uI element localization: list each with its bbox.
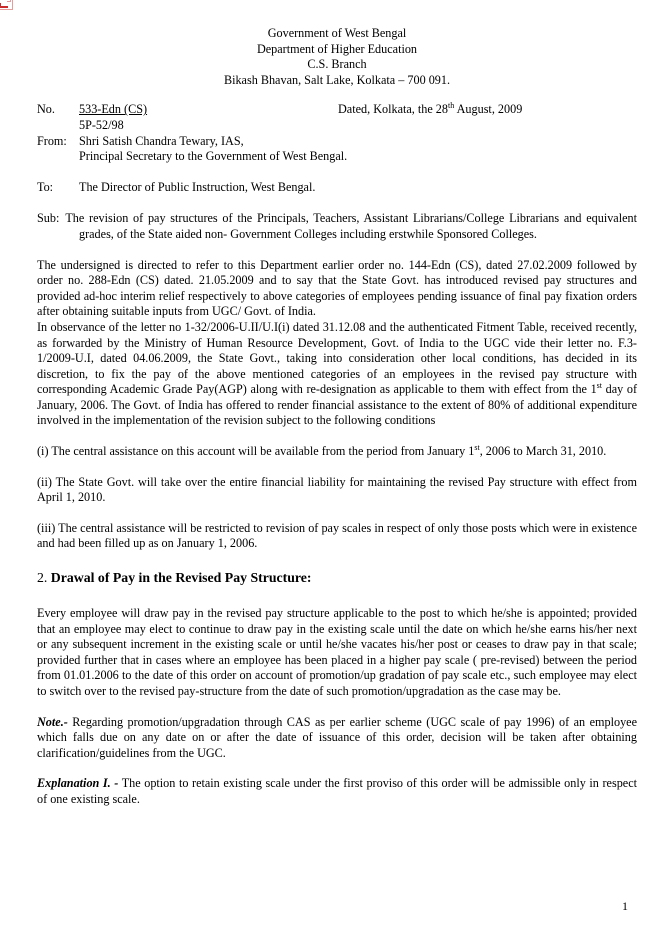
- note-text: Regarding promotion/upgradation through CAS as per earlier scheme (UGC scale of pay 1996) of an employee which falls due on any date on or after the date of issuance of this order, decision will be taken after obtaining clarification/guidelines from the UGC.: [37, 714, 637, 760]
- dated-text-tail: August, 2009: [454, 102, 523, 117]
- to-value: The Director of Public Instruction, West Bengal.: [79, 179, 316, 194]
- subject-text: The revision of pay structures of the Principals, Teachers, Assistant Librarians/College Librarians and equivalent grades, of the State aided non- Government Colleges including erstwhile Sponsored Colleges.: [65, 211, 637, 241]
- page-number: 1: [622, 899, 628, 913]
- to-row: [37, 180, 637, 196]
- condition-ii: (ii) The State Govt. will take over the entire financial liability for maintaining the revised Pay structure with effect from April 1, 2010.: [37, 474, 637, 505]
- broken-image-fold: [7, 0, 11, 2]
- paragraph-observance-tail: day of January, 2006. The Govt. of India has offered to render financial assistance to the extent of 80% of additional expenditure involved in the implementation of the revision subject to the following conditions: [37, 382, 638, 428]
- explanation-label: Explanation I. -: [37, 776, 119, 791]
- paragraph-undersigned: The undersigned is directed to refer to this Department earlier order no. 144-Edn (CS), dated 27.02.2009 followed by order no. 288-Edn (CS) dated. 21.05.2009 and to say that the State Govt. has introduced revised pay structures and provided ad-hoc interim relief respectively to above categories of employees pending issuance of final pay fixation orders after obtaining suitable inputs from UGC/ Govt. of India.: [37, 257, 637, 319]
- note-label: Note.-: [37, 714, 68, 729]
- subject-label: Sub:: [37, 211, 60, 226]
- note-paragraph: [37, 715, 637, 762]
- broken-image-mark: [0, 3, 8, 8]
- explanation-paragraph: [37, 776, 637, 807]
- condition-iii: (iii) The central assistance will be restricted to revision of pay scales in respect of only those posts which were in existence and had been filled up as on January 1, 2006.: [37, 520, 637, 551]
- spacer: [37, 195, 637, 211]
- ordinal-suffix-st: st: [596, 381, 603, 391]
- letterhead-government: Government of West Bengal: [267, 26, 407, 40]
- letterhead-department: Department of Higher Education: [256, 41, 418, 56]
- letterhead: [37, 26, 637, 88]
- to-label: To:: [37, 179, 54, 194]
- paragraph-observance-text: In observance of the letter no 1-32/2006-U.II/U.I(i) dated 31.12.08 and the authenticated Fitment Table, received recently, as forwarded by the Ministry of Human Resource Development, Govt. of India to the UGC vide their letter no. F.3-1/2009-U.I, dated 04.06.2009, the State Govt., taking into consideration other local conditions, has decided in its discretion, to fix the pay of the above mentioned categories of an employees in the revised pay structure with corresponding Academic Grade Pay(AGP) along with re-designation as applicable to them with effect from the 1: [37, 319, 637, 397]
- broken-image-icon: [0, 0, 13, 10]
- from-row: [37, 134, 637, 150]
- from-name: Shri Satish Chandra Tewary, IAS,: [79, 133, 244, 148]
- ref-no-label: No.: [37, 102, 55, 117]
- letter-content: [37, 26, 637, 808]
- letterhead-branch: C.S. Branch: [307, 57, 367, 72]
- from-designation: Principal Secretary to the Government of West Bengal.: [79, 149, 348, 164]
- ref-no-value: 533-Edn (CS): [79, 102, 148, 117]
- spacer: [37, 165, 637, 180]
- ref-no2-value: 5P-52/98: [79, 117, 124, 132]
- dated-line: [338, 102, 522, 118]
- section-2-heading: [37, 569, 637, 587]
- condition-i-text: (i) The central assistance on this account will be available from the period from January 1: [37, 444, 475, 459]
- dated-text: Dated, Kolkata, the 28: [338, 102, 448, 117]
- condition-i-tail: , 2006 to March 31, 2010.: [479, 444, 607, 459]
- paragraph-drawal: Every employee will draw pay in the revised pay structure applicable to the post to which he/she is appointed; provided that an employee may elect to continue to draw pay in the existing scale until the date on which he/she earns his/her next or any subsequent increment in the existing scale or until he/she vacates his/her post or ceases to draw pay in that scale; provided further that in cases where an employee has been placed in a higher pay scale ( pre-revised) between the period from 01.01.2006 to the date of this order on account of promotion/up gradation of pay scale etc., such employee may elect to switch over to the revised pay-structure from the date of such promotion/upgradation as the case may be.: [37, 606, 637, 698]
- from-designation-row: [37, 149, 637, 165]
- subject-paragraph: [37, 211, 637, 242]
- paragraph-observance: [37, 320, 637, 429]
- condition-i: [37, 444, 637, 460]
- from-label: From:: [37, 133, 67, 148]
- ref-no2-row: [37, 118, 637, 134]
- section-2-title: Drawal of Pay in the Revised Pay Structure:: [50, 570, 312, 586]
- letterhead-address: Bikash Bhavan, Salt Lake, Kolkata – 700 091.: [223, 72, 451, 87]
- section-2-number: 2.: [37, 570, 51, 586]
- explanation-text: The option to retain existing scale under the first proviso of this order will be admissible only in respect of one existing scale.: [37, 776, 637, 806]
- ref-no-row: [37, 102, 637, 118]
- dated-ordinal-suffix: th: [448, 101, 455, 111]
- ordinal-suffix-st-2: st: [474, 443, 480, 452]
